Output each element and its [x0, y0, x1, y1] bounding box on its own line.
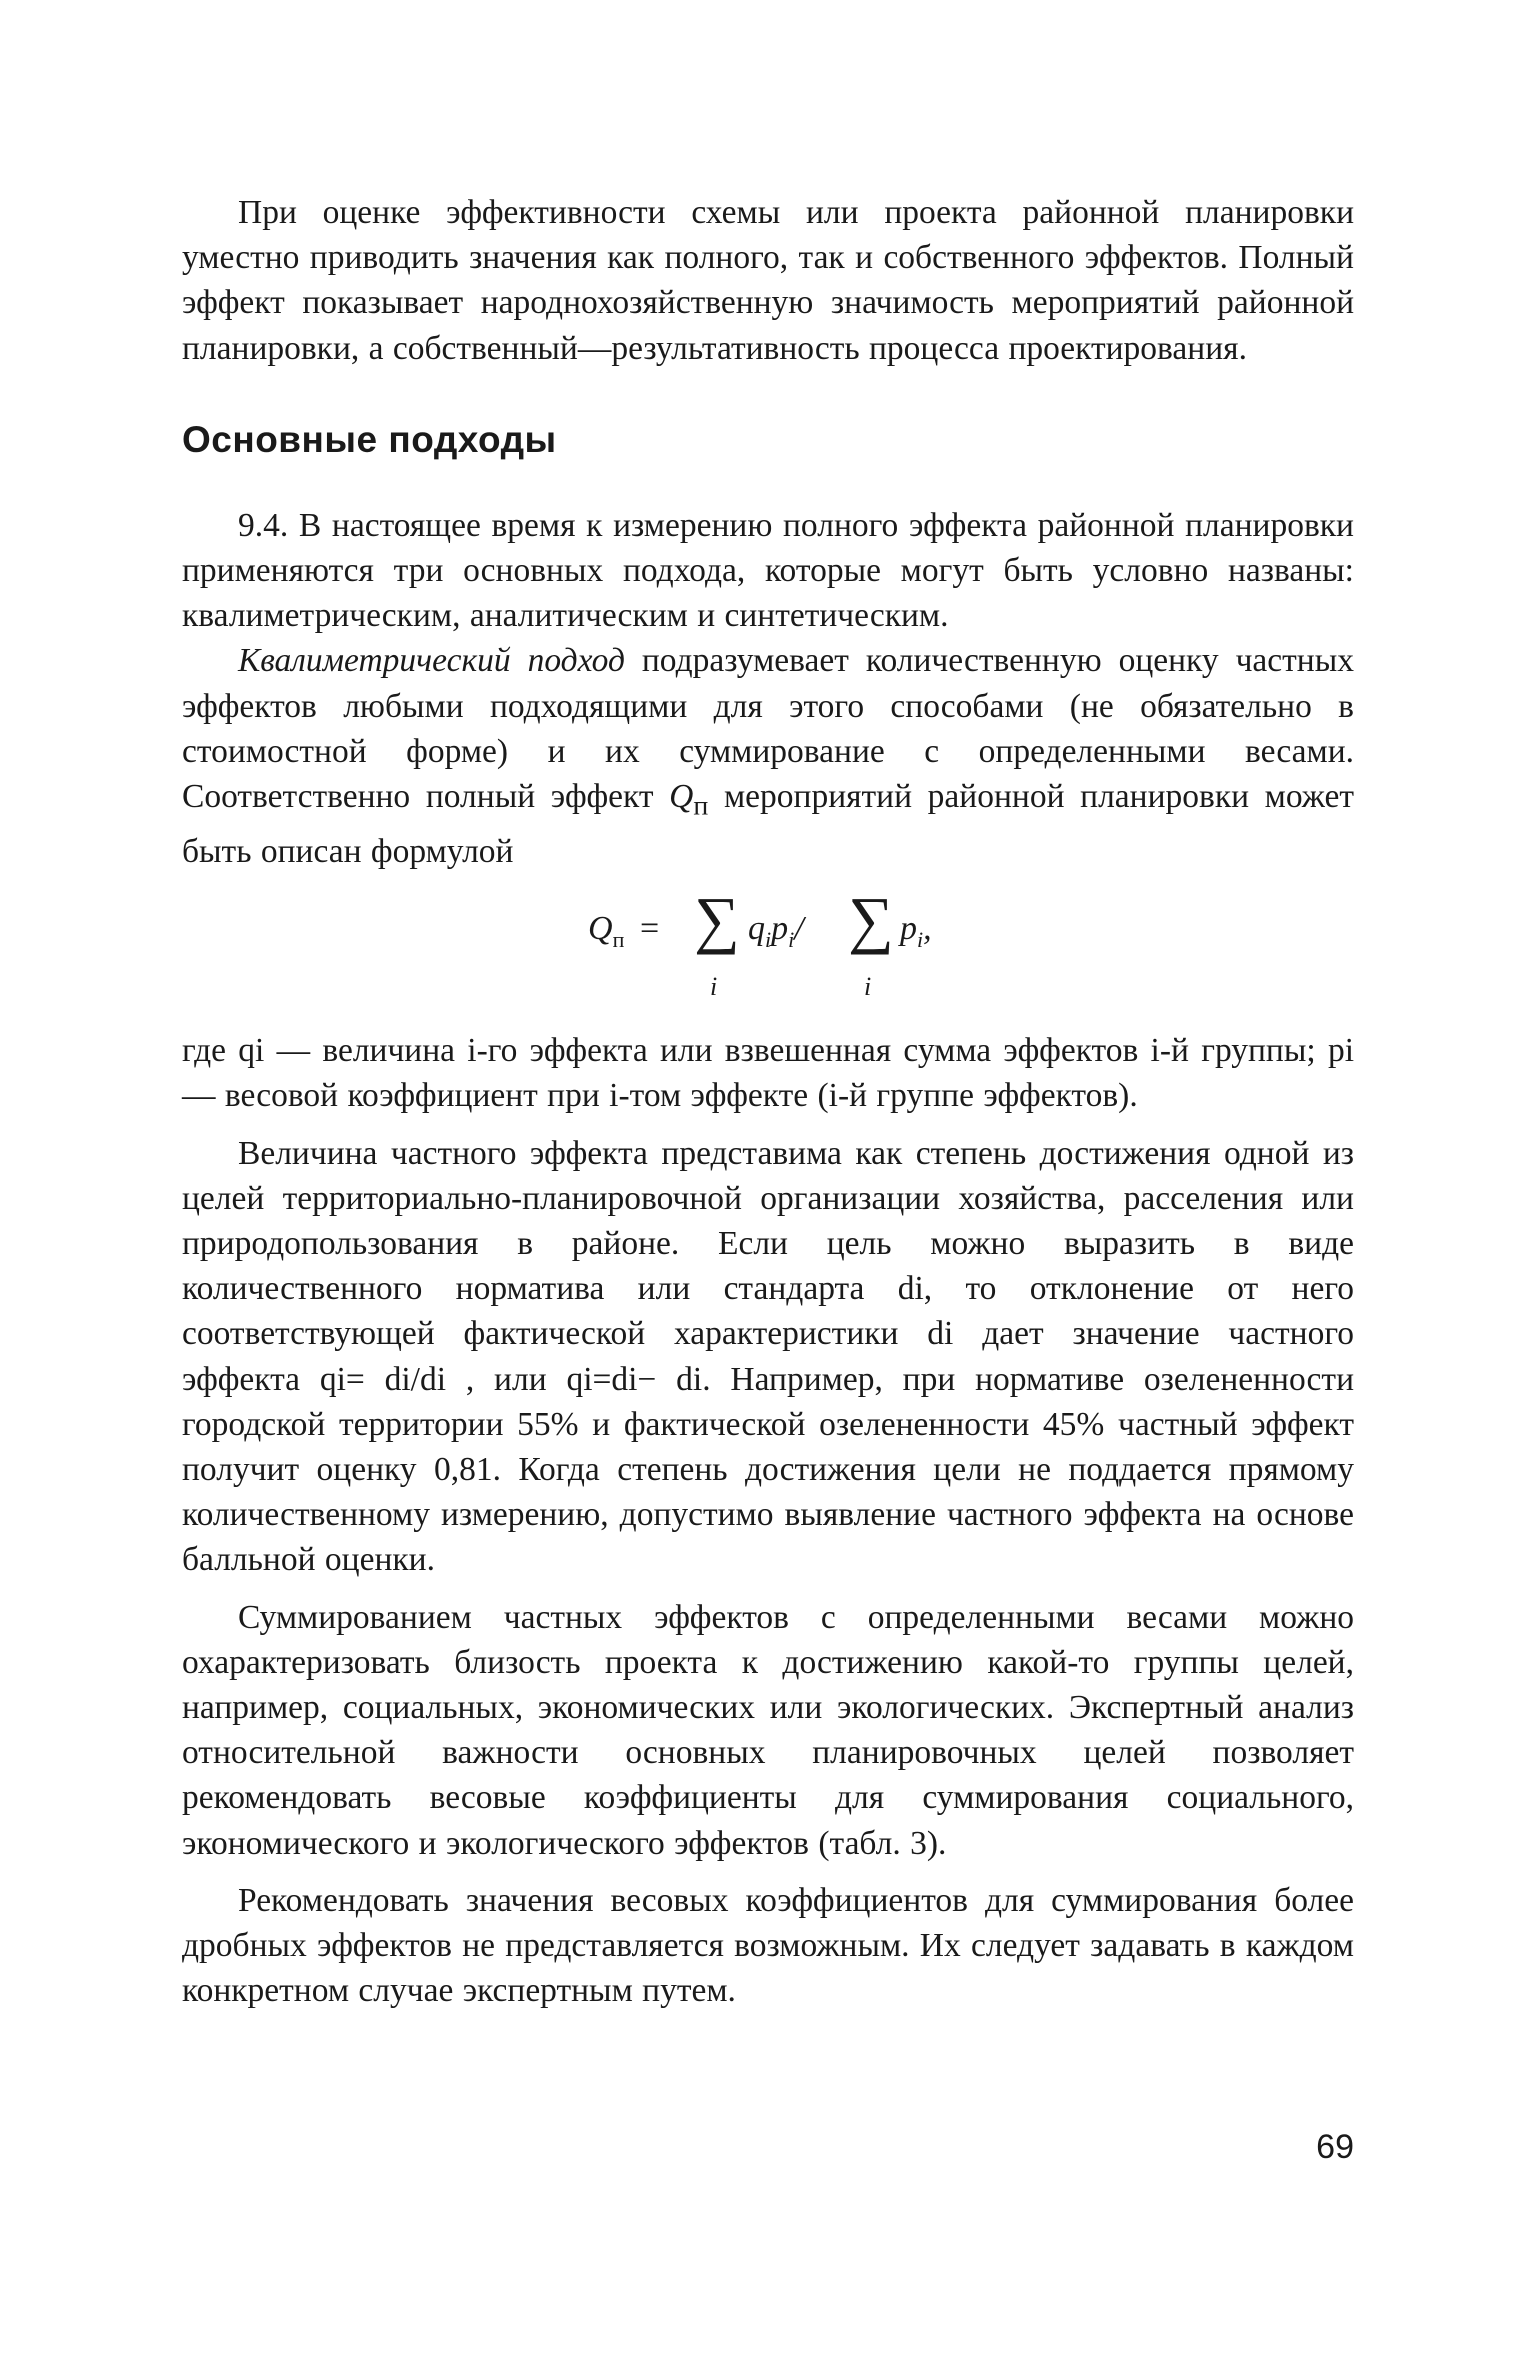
q-subscript: п [693, 790, 709, 822]
paragraph-recommend: Рекомендовать значения весовых коэффициентов для суммирования более дробных эффектов не представляется возможным. Их следует задавать в каждом конкретном случае экспертным путем. [182, 1881, 1354, 2010]
where-paragraph: где qi — величина i-го эффекта или взвешенная сумма эффектов i-й группы; pi — весовой коэффициент при i-том эффекте (i-й группе эффектов). [182, 1032, 1354, 1115]
sigma-1: ∑ [694, 884, 740, 956]
paragraph-partial-effect: Величина частного эффекта представима как степень достижения одной из целей территориально-планировочной организации хозяйства, расселения или природопользования в районе. Если цель можно выразить в виде количественного норматива или стандарта di, то отклонение от него соответствующей фактической характеристики di дает значение частного эффекта qi= di/di , или qi=di− di. Например, при нормативе озелененности городской территории 55% и фактической озелененности 45% частный эффект получит оценку 0,81. Когда степень достижения цели не поддается прямому количественному измерению, допустимо выявление частного эффекта на основе балльной оценки. [182, 1134, 1354, 1579]
formula-denominator: $p_i$, [900, 910, 932, 952]
paragraph-9-4: 9.4. В настоящее время к измерению полного эффекта районной планировки применяются три основных подхода, которые могут быть условно названы: квалиметрическим, аналитическим и синтетическим. [182, 506, 1354, 635]
formula-lhs: $Q_п$ [588, 910, 625, 952]
qualimetric-text-b: мероприятий районной планировки может быть описан формулой [182, 778, 1354, 870]
qualimetric-term: Квалиметрический подход [238, 642, 625, 680]
formula [182, 880, 1354, 1020]
qualimetric-text-a: подразумевает количественную оценку частных эффектов любыми подходящими для этого способами (не обязательно в стоимостной форме) и их суммирование с определенными весами. Соответственно полный эффект [182, 642, 1354, 816]
section-heading: Основные подходы [182, 418, 557, 460]
formula-equals: = [640, 910, 660, 948]
page-number: 69 [1316, 2128, 1354, 2166]
sigma-1-index: i [710, 972, 718, 1002]
q-symbol: Q [669, 778, 694, 816]
paragraph-summation: Суммированием частных эффектов с определенными весами можно охарактеризовать близость проекта к достижению какой-то группы целей, например, социальных, экономических или экологических. Экспертный анализ относительной важности основных планировочных целей позволяет рекомендовать весовые коэффициенты для суммирования социального, экономического и экологического эффектов (табл. 3). [182, 1598, 1354, 1862]
paragraph-qualimetric [182, 638, 1354, 874]
page-body [182, 190, 1354, 2013]
formula-numerator: $q_ip_i/$ [748, 910, 804, 952]
intro-paragraph: При оценке эффективности схемы или проекта районной планировки уместно приводить значения как полного, так и собственного эффектов. Полный эффект показывает народнохозяйственную значимость мероприятий районной планировки, а собственный—результативность процесса проектирования. [182, 194, 1354, 367]
sigma-2: ∑ [848, 884, 894, 956]
sigma-2-index: i [864, 972, 872, 1002]
